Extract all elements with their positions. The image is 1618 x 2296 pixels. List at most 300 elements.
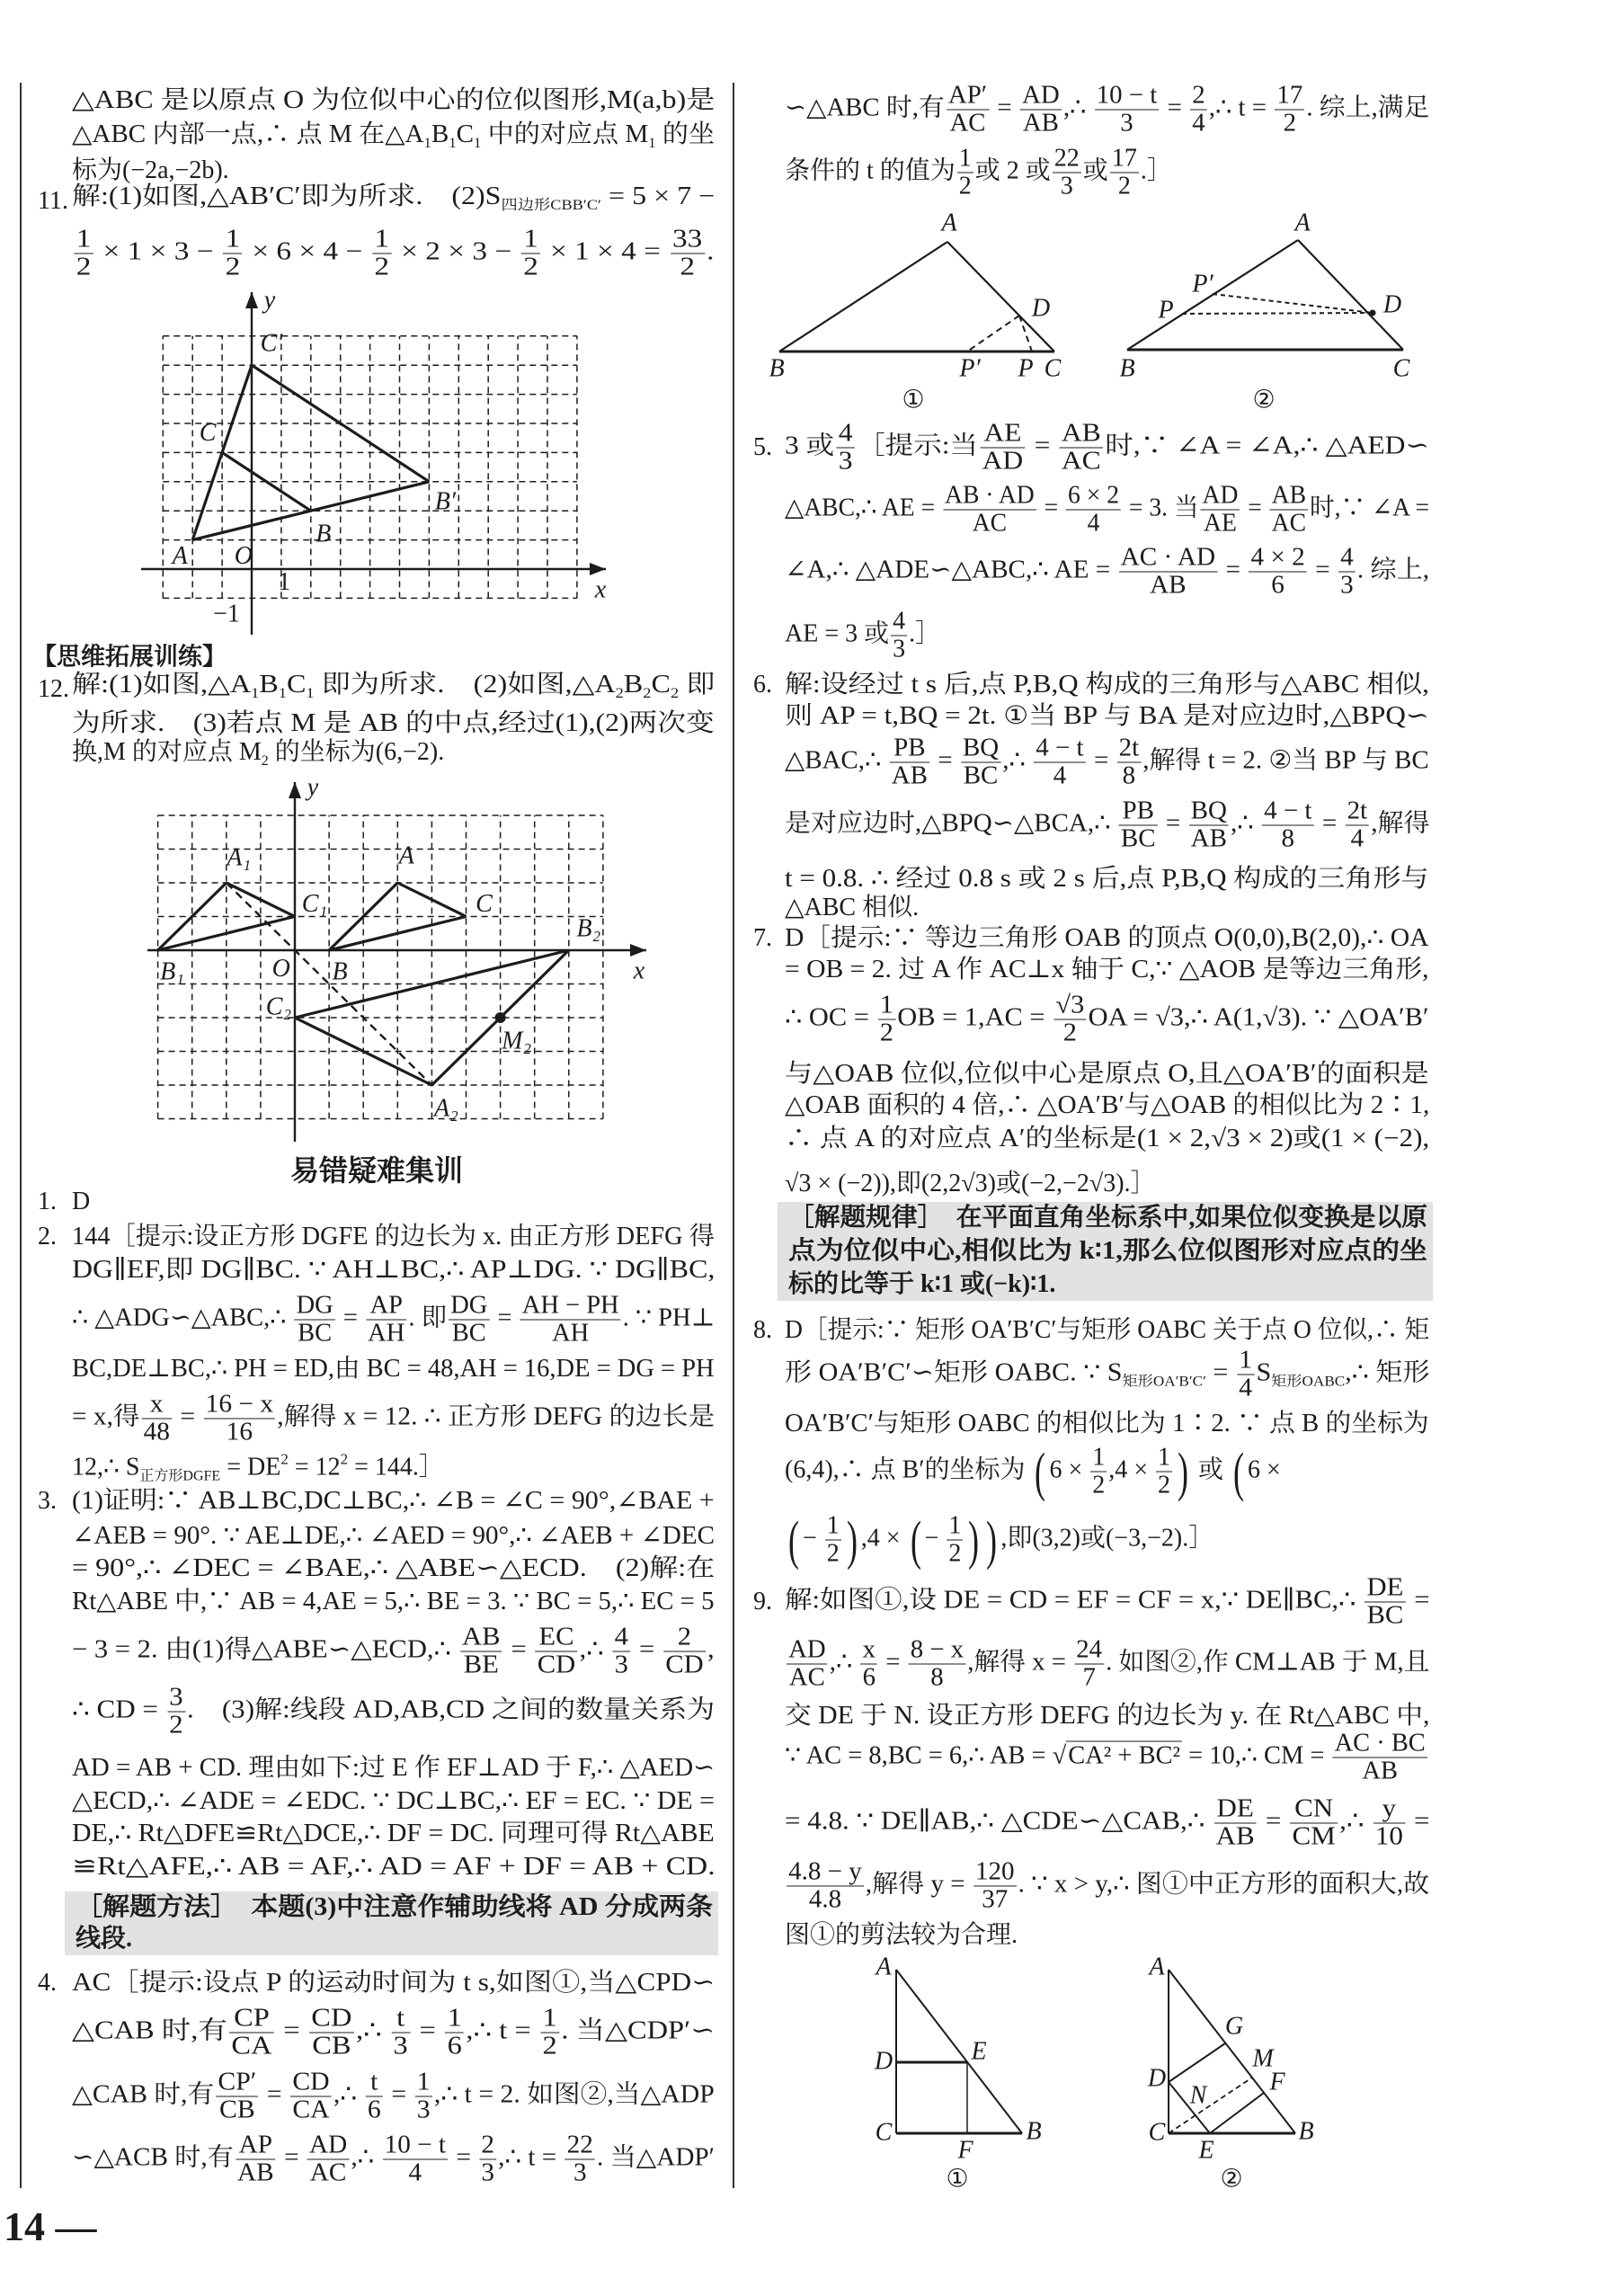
left-text-line: (1)证明:∵ AB⊥BC,DC⊥BC,∴ ∠B = ∠C = 90°,∠BAE + xyxy=(72,1487,715,1515)
text-segment: = xyxy=(1027,432,1058,460)
left-text-line: 为所求. (3)若点 M 是 AB 的中点,经过(1),(2)两次变 xyxy=(72,709,715,737)
figure-caption: ② xyxy=(1252,386,1276,414)
text-segment: ［提示:当 xyxy=(857,432,979,460)
big-paren: ) xyxy=(1178,1442,1189,1501)
y-axis-label: y xyxy=(307,773,319,802)
fraction-numerator: √3 xyxy=(1055,991,1085,1019)
fraction-numerator: AC · BC xyxy=(1334,1729,1426,1758)
subscript: 1 xyxy=(474,136,482,151)
text-segment: B xyxy=(623,671,644,699)
point-label: B xyxy=(332,957,348,986)
fraction-denominator: 4 xyxy=(1190,110,1207,138)
text-segment: − 3 = 2. 由(1)得△ABE∽△ECD,∴ xyxy=(72,1635,458,1664)
fraction-denominator: 3 xyxy=(415,2096,432,2124)
point-label: B₁ xyxy=(160,957,185,986)
fraction-numerator: 16 − x xyxy=(205,1390,274,1419)
text-segment: (6,4),∴ 点 B′的坐标为 xyxy=(785,1455,1032,1484)
fraction-denominator: 2 xyxy=(167,1712,185,1740)
left-section-title: 易错疑难集训 xyxy=(289,1153,464,1188)
text-segment: B xyxy=(259,671,279,699)
left-text-line: △ECD,∴ ∠ADE = ∠EDC. ∵ DC⊥BC,∴ EF = EC. ∵ DE = xyxy=(72,1787,716,1815)
fraction-denominator: 4.8 xyxy=(787,1886,864,1914)
fraction-numerator: BQ xyxy=(962,734,1000,762)
fraction-numerator: 1 xyxy=(542,2004,557,2033)
fraction-numerator: BQ xyxy=(1190,796,1227,825)
text-segment: = 4.8. ∵ DE∥AB,∴ △CDE∽△CAB,∴ xyxy=(785,1807,1213,1836)
left-text-line: DG∥EF,即 DG∥BC. ∵ AH⊥BC,∴ AP⊥DG. ∵ DG∥BC, xyxy=(72,1256,716,1284)
fraction-denominator: 3 xyxy=(565,2159,595,2187)
fraction-denominator: 4 xyxy=(1034,762,1085,790)
fraction-denominator: 3 xyxy=(1338,572,1356,600)
text-segment: . 即 xyxy=(408,1304,448,1332)
fraction-numerator: AD xyxy=(1022,81,1060,110)
fraction-denominator: 6 xyxy=(1249,572,1306,600)
radical-sign-icon: √ xyxy=(1052,1741,1067,1770)
point-label: A xyxy=(398,841,414,870)
text-segment: OA = √3,∴ A(1,√3). ∵ △OA′B′ xyxy=(1088,1003,1429,1032)
fraction-denominator: AD xyxy=(980,448,1025,476)
text-segment: 换,M 的对应点 M xyxy=(72,738,262,766)
left-item-number: 12. xyxy=(38,675,69,703)
vertex-label: P xyxy=(1018,354,1034,383)
vertex-label: C xyxy=(1392,354,1410,383)
fraction-numerator: CP′ xyxy=(218,2068,257,2096)
vertex-label: C xyxy=(1148,2118,1166,2147)
text-segment: × 1 × 3 − xyxy=(95,237,221,266)
left-text-line: △ABC 是以原点 O 为位似中心的位似图形,M(a,b)是 xyxy=(72,86,716,114)
right-item-number: 8. xyxy=(753,1316,772,1344)
text-segment: △ABC 内部一点,∴ 点 M 在△A xyxy=(72,120,424,148)
vertex-label: G xyxy=(1224,2012,1244,2041)
text-segment: C xyxy=(286,671,307,699)
x-axis-arrow xyxy=(630,944,646,957)
fraction-denominator: BC xyxy=(449,1320,489,1348)
text-segment: = xyxy=(491,1304,519,1332)
fraction-denominator: CD xyxy=(536,1651,578,1679)
fraction-denominator: 2 xyxy=(948,1539,962,1568)
left-text-line: ≌Rt△AFE,∴ AB = AF,∴ AD = AF + DF = AB + CD. xyxy=(72,1853,716,1881)
right-text-line: √3 × (−2)),即(2,2√3)或(−2,−2√3).］ xyxy=(785,1170,1156,1197)
left-item-number: 4. xyxy=(38,1969,57,1997)
fraction-numerator: 22 xyxy=(1053,144,1080,173)
text-segment: = xyxy=(1159,809,1187,838)
fraction-numerator: 1 xyxy=(1239,1346,1253,1375)
fraction-denominator: 6 xyxy=(445,2033,464,2060)
fraction-numerator: DG xyxy=(450,1291,488,1320)
fraction-numerator: 1 xyxy=(879,991,893,1019)
text-segment: 3 或 xyxy=(785,432,835,460)
big-paren: ( xyxy=(1035,1442,1046,1501)
text-segment: 条件的 t 的值为 xyxy=(785,156,956,185)
vertex-label: B xyxy=(1119,354,1135,383)
right-tip-line: 点为位似中心,相似比为 k∶1,那么位似图形对应点的坐 xyxy=(788,1237,1427,1265)
fraction-denominator: CB xyxy=(216,2096,258,2124)
text-segment: ,∴ xyxy=(1339,1807,1372,1836)
fraction-denominator: CA xyxy=(290,2096,332,2124)
vertex-label: N xyxy=(1189,2081,1207,2110)
text-segment: . 综上, xyxy=(1356,556,1430,584)
fraction-denominator: 10 xyxy=(1374,1823,1405,1851)
fraction-denominator: BC xyxy=(961,762,1000,790)
left-text-line: 标为(−2a,−2b). xyxy=(72,156,229,184)
fraction-numerator: 17 xyxy=(1276,81,1303,110)
left-text-line: 144［提示:设正方形 DGFE 的边长为 x. 由正方形 DEFG 得 xyxy=(72,1223,716,1250)
text-segment: 是对应边时,△BPQ∽△BCA,∴ xyxy=(785,809,1117,838)
text-segment: = x,得 xyxy=(72,1402,140,1431)
subscript: 矩形OABC xyxy=(1271,1374,1346,1390)
text-segment: 中的对应点 M xyxy=(481,120,649,148)
text-segment: . 综上,满足 xyxy=(1306,93,1430,122)
origin-label: O xyxy=(271,955,290,983)
text-segment: . (3)解:线段 AD,AB,CD 之间的数量关系为 xyxy=(187,1695,716,1724)
point-label: B′ xyxy=(434,487,457,516)
fraction-denominator: 2 xyxy=(223,254,242,281)
subscript: 2 xyxy=(670,686,680,701)
fraction-numerator: AD xyxy=(1202,481,1239,510)
fraction-denominator: BC xyxy=(295,1320,335,1348)
fraction-numerator: 4 xyxy=(1340,543,1354,572)
fraction-numerator: y xyxy=(1382,1794,1397,1823)
text-segment: 的坐标为(6,−2). xyxy=(268,738,445,766)
text-segment: ∴ CD = xyxy=(72,1695,165,1724)
big-paren: ( xyxy=(787,1510,799,1570)
right-text-line: D［提示:∵ 等边三角形 OAB 的顶点 O(0,0),B(2,0),∴ OA xyxy=(785,924,1429,952)
text-segment: = xyxy=(336,1304,365,1332)
page-number: 14 — xyxy=(4,2203,97,2249)
fraction-numerator: 1 xyxy=(948,1511,962,1540)
left-item-number: 11. xyxy=(38,187,68,215)
fraction-numerator: 1 xyxy=(416,2068,431,2096)
fraction-numerator: 1 xyxy=(1158,1443,1171,1472)
fraction-numerator: AB · AD xyxy=(945,481,1035,510)
fraction-numerator: 2 xyxy=(1192,81,1205,110)
text-segment: 6 × xyxy=(1049,1455,1089,1484)
fraction-denominator: AB xyxy=(1189,825,1229,853)
figure-caption: ② xyxy=(1220,2165,1243,2194)
subscript: 1 xyxy=(648,136,656,151)
point-label: C′ xyxy=(260,329,283,358)
vertex-label: C xyxy=(875,2118,893,2147)
fraction-numerator: t xyxy=(396,2004,405,2033)
text-segment: ,解得 x = 12. ∴ 正方形 DEFG 的边长是 xyxy=(277,1402,716,1431)
fraction-denominator: AH xyxy=(520,1320,621,1348)
y-tick-label: −1 xyxy=(213,600,240,628)
fraction-numerator: 4 × 2 xyxy=(1250,543,1305,572)
text-segment: ,∴ t = xyxy=(498,2143,564,2172)
big-paren: ( xyxy=(1233,1442,1245,1501)
text-segment: 即为所求. (2)如图,△A xyxy=(314,671,616,699)
fraction-numerator: x xyxy=(149,1390,164,1419)
fraction-numerator: CD xyxy=(292,2068,330,2096)
text-segment: AE = 3 或 xyxy=(785,619,890,648)
text-segment: = xyxy=(931,746,959,775)
subscript: 2 xyxy=(615,686,624,701)
fraction-denominator: BC xyxy=(1365,1602,1405,1630)
text-segment: C xyxy=(456,120,475,148)
text-segment: = xyxy=(1308,556,1337,584)
vertex-label: E xyxy=(971,2037,987,2066)
square-side xyxy=(1210,2093,1264,2133)
vertex-label: D xyxy=(874,2047,893,2076)
vertex-label: A xyxy=(876,1953,892,1981)
fraction-numerator: EC xyxy=(538,1623,574,1651)
fraction-numerator: AD xyxy=(788,1635,826,1664)
vertex-label: D xyxy=(1031,294,1051,323)
dashed-segment xyxy=(967,316,1019,352)
fraction-numerator: 2 xyxy=(677,1623,692,1651)
text-segment: = 5 × 7 − xyxy=(601,182,716,210)
point-label: A xyxy=(172,542,188,571)
fraction-denominator: CM xyxy=(1290,1823,1338,1851)
text-segment: ,∴ t = 2. 如图②,当△ADP xyxy=(433,2080,715,2109)
text-segment: .］ xyxy=(1140,156,1172,185)
text-segment: 的坐 xyxy=(655,120,716,148)
vertex-label: A xyxy=(941,209,957,237)
fraction-numerator: DE xyxy=(1216,1794,1254,1823)
fraction-numerator: 1 xyxy=(225,225,241,254)
fraction-denominator: 2 xyxy=(521,254,540,281)
text-segment: × 2 × 3 − xyxy=(393,237,520,266)
text-segment: ,解得 x = xyxy=(967,1648,1073,1677)
fraction-denominator: 3 xyxy=(1053,173,1081,200)
fraction-denominator: 3 xyxy=(391,2033,410,2060)
fraction-numerator: AB xyxy=(1271,481,1307,510)
fraction-numerator: AP xyxy=(369,1291,403,1320)
subscript: 2 xyxy=(261,753,269,769)
text-segment: ,∴ 矩形 xyxy=(1345,1358,1430,1387)
vertex-label: F xyxy=(1269,2068,1285,2096)
fraction-numerator: 4 xyxy=(614,1623,628,1651)
big-paren: ) xyxy=(968,1510,980,1570)
text-segment: ,∴ xyxy=(333,2080,364,2109)
figure-caption: ① xyxy=(902,386,925,414)
fraction-denominator: AB xyxy=(1119,572,1218,600)
point-label: A₁ xyxy=(227,843,252,872)
origin-label: O xyxy=(234,541,253,570)
text-segment: ,即(3,2)或(−3,−2).］ xyxy=(1000,1524,1214,1553)
text-segment: 解:(1)如图,△AB′C′即为所求. (2)S xyxy=(72,182,502,210)
left-text-line: DE,∴ Rt△DFE≌Rt△DCE,∴ DF = DC. 同理可得 Rt△ABE xyxy=(72,1820,715,1847)
right-tip-line: ［解题规律］ 在平面直角坐标系中,如果位似变换是以原 xyxy=(788,1204,1428,1233)
text-segment: ,∴ xyxy=(1002,746,1033,775)
text-segment: 解:如图①,设 DE = CD = EF = CF = x,∵ DE∥BC,∴ xyxy=(785,1586,1364,1615)
fraction-numerator: 2 xyxy=(481,2131,495,2159)
x-axis-arrow xyxy=(590,563,606,575)
text-segment: ,4 × xyxy=(1108,1455,1155,1484)
text-segment: − xyxy=(924,1524,946,1553)
right-item-number: 9. xyxy=(753,1588,772,1615)
text-segment: = xyxy=(1407,1807,1430,1836)
fraction-denominator: 2 xyxy=(1110,173,1139,200)
right-text-line: ∴ 点 A 的对应点 A′的坐标是(1 × 2,√3 × 2)或(1 × (−2), xyxy=(785,1125,1430,1152)
text-segment: 或 2 或 xyxy=(974,156,1051,185)
text-segment: △ABC,∴ AE = xyxy=(785,494,942,522)
right-text-line: = OB = 2. 过 A 作 AC⊥x 轴于 C,∵ △AOB 是等边三角形, xyxy=(785,956,1429,983)
fraction-denominator: 4 xyxy=(1066,510,1121,538)
text-segment: − xyxy=(802,1524,823,1553)
y-axis-arrow xyxy=(289,782,301,798)
text-segment: = xyxy=(1087,746,1116,775)
text-segment: ∵ AC = 8,BC = 6,∴ AB = xyxy=(785,1741,1053,1770)
subscript: 正方形DGFE xyxy=(139,1468,221,1484)
text-segment: ,∴ xyxy=(356,2016,389,2045)
fraction-numerator: AH − PH xyxy=(521,1291,619,1320)
text-segment: = xyxy=(173,1402,202,1431)
fraction-denominator: CA xyxy=(229,2033,274,2060)
fraction-denominator: 6 xyxy=(366,2096,383,2124)
fraction-denominator: AC xyxy=(1060,448,1103,476)
fraction-denominator: 3 xyxy=(893,635,906,663)
subscript: 1 xyxy=(449,136,457,151)
text-segment: = xyxy=(1315,809,1344,838)
vertex-label: B xyxy=(1298,2117,1314,2146)
vertex-label: M xyxy=(1252,2044,1274,2073)
y-axis-label: y xyxy=(263,286,276,315)
fraction-denominator: AB xyxy=(1214,1823,1256,1851)
fraction-numerator: 1 xyxy=(447,2004,462,2033)
text-segment: = xyxy=(1219,556,1248,584)
right-tip-line: 标的比等于 k∶1 或(−k)∶1. xyxy=(788,1269,1056,1298)
text-segment: 即 xyxy=(679,671,716,699)
text-segment: △CAB 时,有 xyxy=(72,2016,227,2045)
text-segment: . 当△ADP′ xyxy=(597,2143,716,2172)
fraction-numerator: AB xyxy=(1061,419,1101,448)
fraction-denominator: AC xyxy=(307,2159,349,2187)
fraction-denominator: 48 xyxy=(141,1419,172,1446)
text-segment: . 当△CDP′∽ xyxy=(561,2016,716,2045)
text-segment: ,∴ xyxy=(1231,809,1260,838)
superscript: 2 xyxy=(280,1450,289,1468)
text-segment: = xyxy=(412,2016,443,2045)
fraction-denominator: 4 xyxy=(383,2159,449,2187)
fraction-denominator: 2 xyxy=(540,2033,559,2060)
fraction-denominator: 2 xyxy=(958,172,972,200)
text-segment: ,解得 xyxy=(1371,809,1430,838)
big-paren: ) xyxy=(986,1510,998,1570)
text-segment: . ∵ x > y,∴ 图①中正方形的面积大,故 xyxy=(1018,1870,1430,1899)
right-item-number: 6. xyxy=(753,671,772,699)
fraction-denominator: 8 xyxy=(909,1664,965,1692)
fraction-numerator: DG xyxy=(296,1291,333,1320)
fraction-denominator: 3 xyxy=(1095,110,1160,138)
superscript: 2 xyxy=(340,1450,349,1468)
subscript: 1 xyxy=(423,136,431,151)
text-segment: C xyxy=(651,671,671,699)
triangle-side xyxy=(779,242,947,352)
left-text-line: AD = AB + CD. 理由如下:过 E 作 EF⊥AD 于 F,∴ △AED∽ xyxy=(72,1754,716,1782)
text-segment: . ∵ PH⊥ xyxy=(622,1304,716,1332)
fraction-numerator: 22 xyxy=(566,2131,593,2159)
right-text-line: D［提示:∵ 矩形 OA′B′C′与矩形 OABC 关于点 O 位似,∴ 矩 xyxy=(785,1316,1430,1344)
text-segment: ,4 × xyxy=(860,1524,907,1553)
fraction-numerator: 4.8 − y xyxy=(788,1857,862,1886)
right-text-line: t = 0.8. ∴ 经过 0.8 s 或 2 s 后,点 P,B,Q 构成的三角形与 xyxy=(785,865,1429,893)
fraction-denominator: 3 xyxy=(612,1651,630,1679)
text-segment: 6 × xyxy=(1248,1455,1281,1484)
fraction-denominator: AB xyxy=(1333,1758,1427,1785)
left-text-line: BC,DE⊥BC,∴ PH = ED,由 BC = 48,AH = 16,DE = DG = PH xyxy=(72,1355,715,1383)
fraction-numerator: 24 xyxy=(1076,1635,1103,1664)
text-segment: ,∴ xyxy=(1062,93,1093,122)
fraction-denominator: 4 xyxy=(1346,825,1370,853)
right-item-number: 7. xyxy=(753,924,772,952)
text-segment: = 12 xyxy=(288,1453,341,1482)
fraction-denominator: 7 xyxy=(1074,1664,1104,1692)
right-text-line: △OAB 面积的 4 倍,∴ △OA′B′与△OAB 的相似比为 2∶1, xyxy=(785,1091,1430,1119)
x-tick-label: 1 xyxy=(278,568,291,597)
left-tip-line: 线段. xyxy=(76,1925,133,1953)
text-segment: × 6 × 4 − xyxy=(244,237,370,266)
point-label: C xyxy=(476,890,493,918)
big-paren: ) xyxy=(846,1510,858,1570)
subscript: 1 xyxy=(251,686,260,701)
text-segment: ,解得 y = xyxy=(865,1870,972,1899)
text-segment: = xyxy=(260,2080,289,2109)
fraction-denominator: 2 xyxy=(878,1019,896,1047)
fraction-numerator: AD xyxy=(308,2131,348,2159)
fraction-denominator: AC xyxy=(947,110,989,138)
subscript: 1 xyxy=(306,686,315,701)
text-segment: = xyxy=(1205,1358,1235,1387)
text-segment: = xyxy=(1160,93,1189,122)
fraction-denominator: BC xyxy=(1119,825,1158,853)
fraction-numerator: 10 − t xyxy=(384,2131,447,2159)
left-item-number: 2. xyxy=(38,1223,57,1250)
fraction-denominator: 3 xyxy=(837,448,855,476)
subscript: 四边形CBB′C′ xyxy=(501,198,602,213)
fraction-denominator: BE xyxy=(460,1651,502,1679)
text-segment: ,∴ xyxy=(579,1635,611,1664)
vertex-label: A xyxy=(1294,209,1311,237)
fraction-numerator: 120 xyxy=(974,1857,1015,1886)
vertex-label: P′ xyxy=(1192,270,1214,298)
fraction-numerator: 4 xyxy=(893,607,906,636)
text-segment: ,∴ xyxy=(351,2143,381,2172)
vertex-label: E xyxy=(1198,2136,1214,2165)
point-label: B xyxy=(316,520,332,548)
fraction-numerator: DE xyxy=(1366,1573,1404,1602)
fraction-numerator: 17 xyxy=(1111,144,1137,173)
point-label: M₂ xyxy=(502,1027,532,1055)
fraction-denominator: 37 xyxy=(973,1886,1017,1914)
vertex-label: F xyxy=(957,2136,973,2165)
text-segment: = xyxy=(632,1635,662,1664)
square-side xyxy=(1169,2043,1225,2082)
right-text-line: 则 AP = t,BQ = 2t. ①当 BP 与 BA 是对应边时,△BPQ∽ xyxy=(785,702,1429,730)
text-segment: ∠A,∴ △ADE∽△ABC,∴ AE = xyxy=(785,556,1117,584)
fraction-numerator: 3 xyxy=(169,1683,183,1712)
text-segment: 形 OA′B′C′∽矩形 OABC. ∵ S xyxy=(785,1358,1123,1387)
vertex-label: C xyxy=(1044,354,1062,383)
fraction-denominator: AC xyxy=(943,510,1036,538)
left-item-number: 1. xyxy=(38,1188,57,1215)
text-segment: = 10,∴ CM = xyxy=(1182,1741,1331,1770)
triangle-side xyxy=(1169,1970,1295,2133)
text-segment: △CAB 时,有 xyxy=(72,2080,215,2109)
radicand: CA² + BC² xyxy=(1066,1740,1182,1769)
fraction-numerator: CP xyxy=(234,2004,270,2033)
fraction-numerator: 1 xyxy=(1092,1443,1106,1472)
text-segment: = xyxy=(1037,494,1065,522)
text-segment: = xyxy=(503,1635,534,1664)
fraction-denominator: 6 xyxy=(861,1664,877,1692)
left-item-number: 3. xyxy=(38,1487,57,1515)
fraction-denominator: AH xyxy=(366,1320,406,1348)
left-text-line: AC［提示:设点 P 的运动时间为 t s,如图①,当△CPD∽ xyxy=(72,1969,716,1997)
text-segment: OB = 1,AC = xyxy=(897,1003,1053,1032)
subscript: 1 xyxy=(278,686,287,701)
fraction-denominator: 2 xyxy=(1158,1471,1171,1500)
